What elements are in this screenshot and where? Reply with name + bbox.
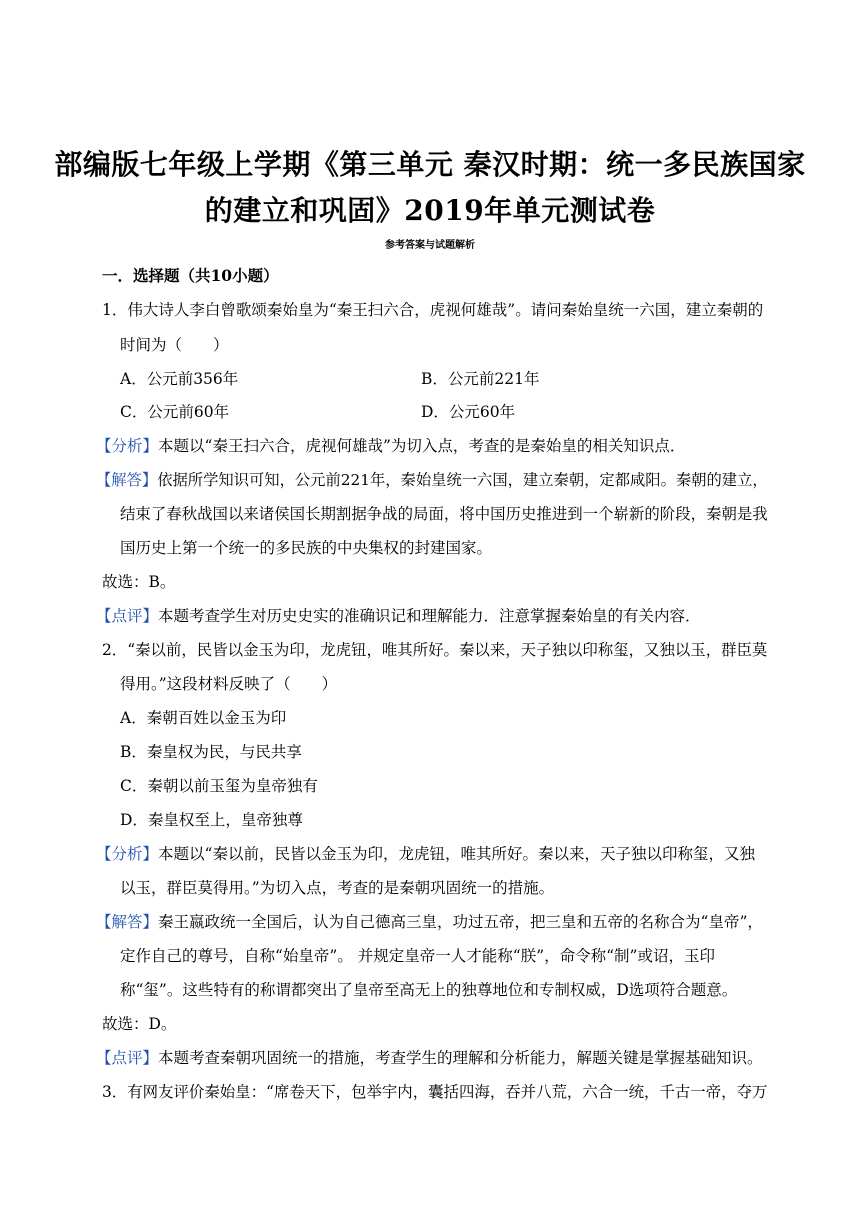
q2-analysis-text-1: 本题以“秦以前，民皆以金玉为印，龙虎钮，唯其所好。秦以来，天子独以印称玺，又独: [158, 845, 755, 863]
q1-answer-text-1: 依据所学知识可知，公元前221年，秦始皇统一六国，建立秦朝，定都咸阳。秦朝的建立，: [157, 471, 768, 489]
q1-answer-line-3: 国历史上第一个统一的多民族的中央集权的封建国家。: [120, 539, 493, 557]
q2-comment-tag: 【点评】: [96, 1049, 159, 1067]
q2-answer-tag: 【解答】: [96, 913, 159, 931]
q2-comment: [96, 1048, 763, 1068]
q2-answer-line-2: 定作自己的尊号，自称“始皇帝”。 并规定皇帝一人才能称“朕”，命令称“制”或诏，玉印: [120, 947, 715, 965]
q1-analysis-text: 本题以“秦王扫六合，虎视何雄哉”为切入点，考查的是秦始皇的相关知识点．: [158, 437, 686, 455]
q2-analysis-line-1: [96, 844, 755, 864]
q2-option-c: C．秦朝以前玉玺为皇帝独有: [120, 777, 318, 795]
section-heading: 一．选择题（共10小题）: [102, 266, 279, 285]
q1-option-c: C．公元前60年: [120, 403, 230, 421]
q2-option-d: D．秦皇权至上，皇帝独尊: [120, 811, 303, 829]
q2-analysis-tag: 【分析】: [96, 845, 159, 863]
document-title-line-2: 的建立和巩固》2019年单元测试卷: [204, 194, 656, 227]
q1-comment: [96, 606, 701, 626]
q2-analysis-line-2: 以玉，群臣莫得用。”为切入点，考查的是秦朝巩固统一的措施。: [120, 879, 555, 897]
q1-comment-text: 本题考查学生对历史史实的准确识记和理解能力．注意掌握秦始皇的有关内容．: [158, 607, 701, 625]
q1-analysis: [96, 436, 685, 456]
q1-stem-line-2: 时间为（ ）: [120, 336, 229, 354]
q2-option-b: B．秦皇权为民，与民共享: [120, 743, 302, 761]
q1-option-a: A．公元前356年: [120, 370, 239, 388]
q2-choice: 故选：D。: [102, 1015, 177, 1033]
document-title-line-1: 部编版七年级上学期《第三单元 秦汉时期：统一多民族国家: [54, 148, 806, 181]
q1-choice: 故选：B。: [102, 573, 176, 591]
document-subtitle: 参考答案与试题解析: [385, 240, 475, 251]
q1-answer-line-1: [96, 470, 768, 490]
q1-answer-line-2: 结束了春秋战国以来诸侯国长期割据争战的局面，将中国历史推进到一个崭新的阶段，秦朝是我: [120, 505, 768, 523]
q2-answer-line-3: 称“玺”。这些特有的称谓都突出了皇帝至高无上的独尊地位和专制权威，D选项符合题意。: [120, 981, 738, 999]
q1-option-d: D．公元60年: [421, 403, 516, 421]
q2-comment-text: 本题考查秦朝巩固统一的措施，考查学生的理解和分析能力，解题关键是掌握基础知识。: [158, 1049, 763, 1067]
q2-option-a: A．秦朝百姓以金玉为印: [120, 709, 287, 727]
q2-stem-line-2: 得用。”这段材料反映了（ ）: [120, 675, 338, 693]
q1-option-b: B．公元前221年: [421, 370, 540, 388]
q1-answer-tag: 【解答】: [96, 471, 158, 489]
q3-stem-line-1: 3．有网友评价秦始皇：“席卷天下，包举宇内，囊括四海，吞并八荒，六合一统，千古一帝，夺万: [102, 1083, 768, 1101]
q1-analysis-tag: 【分析】: [96, 437, 159, 455]
q1-comment-tag: 【点评】: [96, 607, 159, 625]
q2-answer-text-1: 秦王嬴政统一全国后，认为自己德高三皇，功过五帝，把三皇和五帝的名称合为“皇帝”，: [158, 913, 763, 931]
q1-stem-line-1: 1．伟大诗人李白曾歌颂秦始皇为“秦王扫六合，虎视何雄哉”。请问秦始皇统一六国，建立秦朝的: [102, 301, 764, 319]
q2-stem-line-1: 2．“秦以前，民皆以金玉为印，龙虎钮，唯其所好。秦以来，天子独以印称玺，又独以玉，群臣莫: [102, 641, 768, 659]
q2-answer-line-1: [96, 912, 763, 932]
